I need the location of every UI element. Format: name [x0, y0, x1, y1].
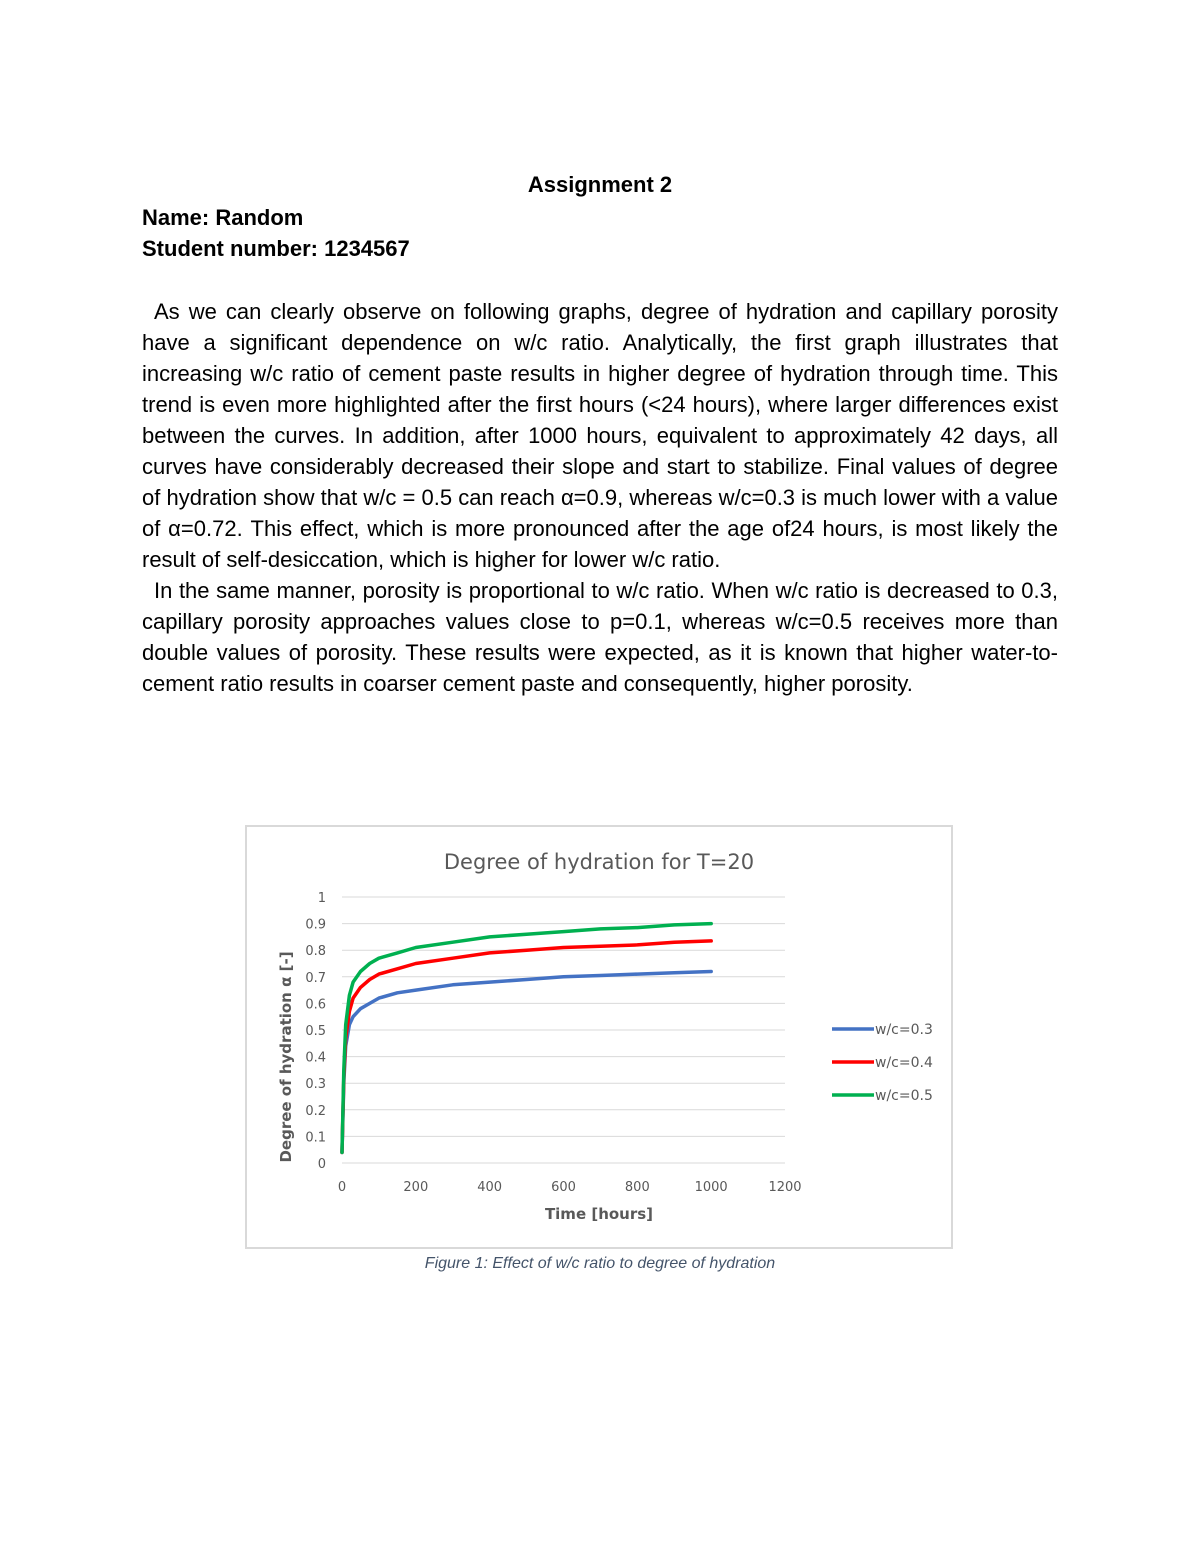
y-tick-label: 0.2 — [305, 1103, 326, 1119]
x-tick-label: 0 — [337, 1180, 347, 1195]
x-tick-label: 400 — [477, 1180, 503, 1195]
document-title: Assignment 2 — [527, 172, 673, 197]
student-number: Student number: 1234567 — [142, 236, 410, 261]
x-tick-label: 600 — [551, 1180, 576, 1195]
y-tick-label: 0.8 — [305, 944, 326, 960]
y-axis-label: Degree of hydration α [-] — [277, 951, 295, 1163]
y-tick-label: 0.5 — [305, 1024, 326, 1039]
y-tick-label: 0.1 — [305, 1130, 326, 1146]
paragraph-2: In the same manner, porosity is proportional to w/c ratio. When w/c ratio is decreased to 0.3, capillary porosity approaches values close to p=0.1, whereas w/c=0.5 receives more than double values of porosity. These results were expected, as it is known that higher water-to-cement ratio results in coarser cement paste and consequently, higher porosity. — [142, 578, 1058, 696]
y-tick-label: 0.4 — [305, 1050, 326, 1066]
series-line-w/c=0.5 — [342, 924, 711, 1153]
x-axis-label: Time [hours] — [544, 1205, 654, 1223]
x-tick-label: 1200 — [768, 1180, 802, 1195]
y-tick-label: 0 — [317, 1157, 326, 1172]
chart-frame — [245, 825, 953, 1249]
hydration-chart — [247, 827, 951, 1247]
body-text — [142, 296, 1058, 699]
y-tick-label: 0.9 — [305, 917, 326, 933]
y-tick-label: 0.7 — [305, 970, 326, 986]
y-tick-label: 0.3 — [305, 1077, 326, 1093]
figure-caption: Figure 1: Effect of w/c ratio to degree of hydration — [424, 1255, 776, 1272]
x-tick-label: 200 — [403, 1180, 429, 1195]
paragraph-1: As we can clearly observe on following graphs, degree of hydration and capillary porosity have a significant dependence on w/c ratio. Analytically, the first graph illustrates that increasing w/c ratio of cement paste results in higher degree of hydration through time. This trend is even more highlighted after the first hours (<24 hours), where larger differences exist between the curves. In addition, after 1000 hours, equivalent to approximately 42 days, all curves have considerably decreased their slope and start to stabilize. Final values of degree of hydration show that w/c = 0.5 can reach α=0.9, whereas w/c=0.3 is much lower with a value of α=0.72. This effect, which is more pronounced after the age of24 hours, is most likely the result of self-desiccation, which is higher for lower w/c ratio. — [142, 299, 1058, 572]
y-tick-label: 1 — [317, 891, 326, 906]
chart-title: Degree of hydration for T=20 — [443, 850, 755, 874]
legend-label: w/c=0.3 — [875, 1022, 933, 1038]
student-name: Name: Random — [142, 205, 304, 230]
legend-label: w/c=0.4 — [875, 1055, 933, 1071]
x-tick-label: 1000 — [694, 1180, 728, 1195]
x-tick-label: 800 — [624, 1180, 650, 1195]
y-tick-label: 0.6 — [305, 997, 326, 1013]
legend-label: w/c=0.5 — [875, 1088, 933, 1104]
series-line-w/c=0.3 — [342, 972, 711, 1153]
